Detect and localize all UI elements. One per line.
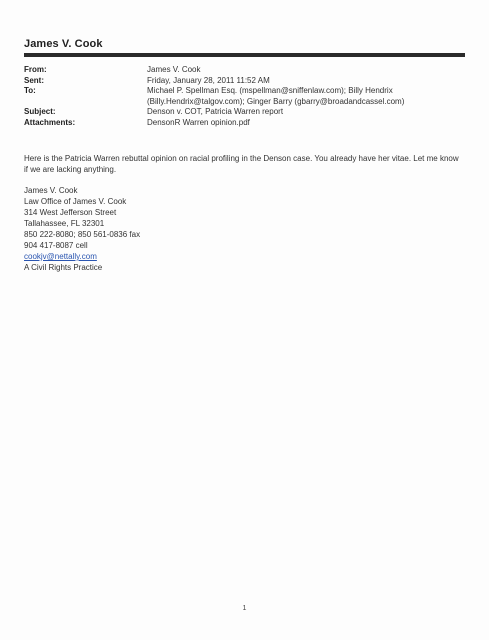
to-value-line-2: (Billy.Hendrix@talgov.com); Ginger Barry (gbarry@broadandcassel.com) <box>147 96 405 106</box>
sent-label: Sent: <box>24 75 44 85</box>
from-value: James V. Cook <box>147 65 201 74</box>
signature-firm: Law Office of James V. Cook <box>24 197 127 206</box>
page-number: 1 <box>242 605 247 612</box>
header-divider <box>24 53 465 57</box>
subject-value: Denson v. COT, Patricia Warren report <box>147 107 284 116</box>
signature-block <box>24 185 140 273</box>
signature-email-link[interactable]: cookjv@nettally.com <box>24 252 97 261</box>
attachments-row <box>24 118 464 129</box>
signature-street: 314 West Jefferson Street <box>24 208 117 217</box>
sender-heading: James V. Cook <box>24 38 103 50</box>
to-label: To: <box>24 86 36 95</box>
to-value <box>147 86 464 107</box>
message-body: Here is the Patricia Warren rebuttal opinion on racial profiling in the Denson case. You already have her vitae. Let me know if we are lacking anything. <box>24 154 459 174</box>
subject-label: Subject: <box>24 107 56 116</box>
from-label: From: <box>24 65 47 74</box>
attachment-file[interactable]: DensonR Warren opinion.pdf <box>147 117 250 127</box>
attachments-label: Attachments: <box>24 117 76 127</box>
signature-cell: 904 417-8087 cell <box>24 241 88 250</box>
sent-row <box>24 76 464 87</box>
signature-phone-fax: 850 222-8080; 850 561-0836 fax <box>24 230 141 239</box>
signature-tagline: A Civil Rights Practice <box>24 263 103 272</box>
signature-city: Tallahassee, FL 32301 <box>24 219 105 228</box>
signature-name: James V. Cook <box>24 186 78 195</box>
subject-row <box>24 107 464 118</box>
email-metadata <box>24 65 464 128</box>
to-row <box>24 86 464 107</box>
sent-value: Friday, January 28, 2011 11:52 AM <box>147 75 270 85</box>
from-row <box>24 65 464 76</box>
to-value-line-1: Michael P. Spellman Esq. (mspellman@sniffenlaw.com); Billy Hendrix <box>147 86 393 95</box>
